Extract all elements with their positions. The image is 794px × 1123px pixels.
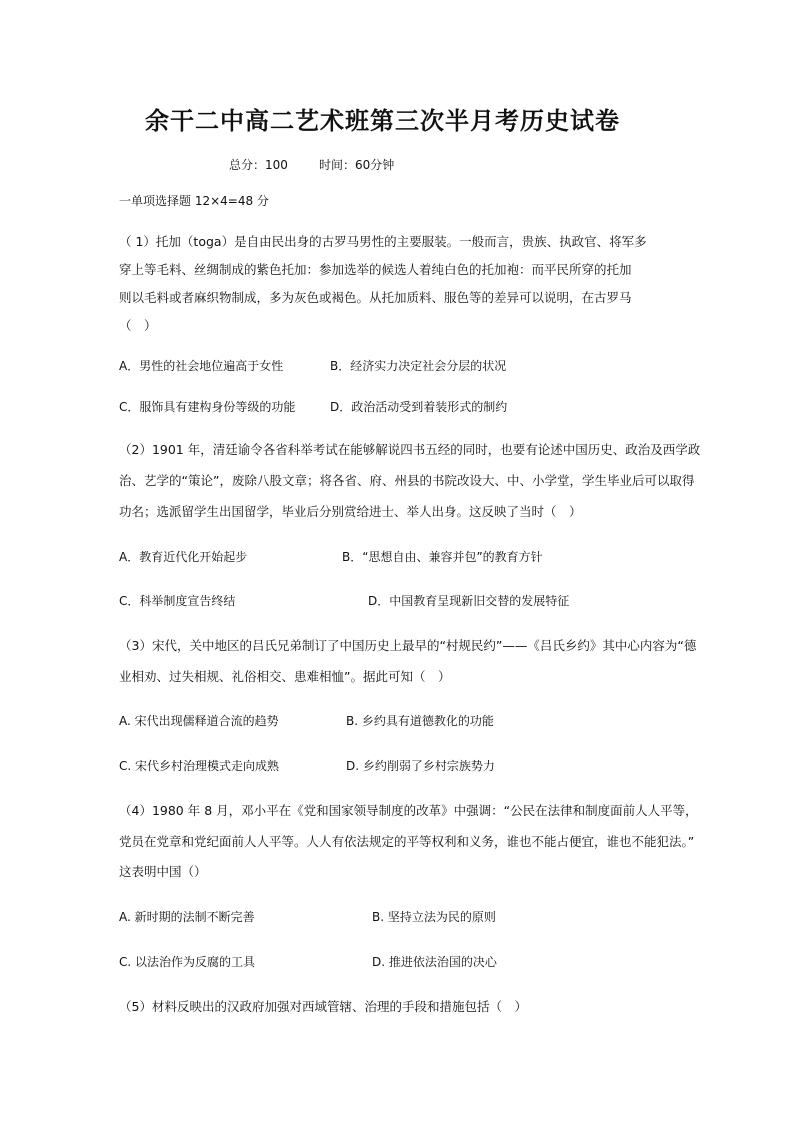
question-3-option-b: B. 乡约具有道德教化的功能 bbox=[346, 714, 494, 728]
question-1-option-a: A．男性的社会地位遍高于女性 bbox=[119, 359, 284, 373]
question-1-line: 则以毛料或者麻织物制成，多为灰色或褐色。从托加质料、服色等的差异可以说明，在古罗马 bbox=[119, 290, 632, 305]
question-2-option-a: A．教育近代化开始起步 bbox=[119, 550, 248, 564]
question-3-option-d: D. 乡约削弱了乡村宗族势力 bbox=[346, 759, 495, 773]
question-3-line: 业相劝、过失相规、礼俗相交、患难相恤”。据此可知（ ） bbox=[119, 669, 451, 684]
question-2-line: （2）1901 年，清廷谕令各省科举考试在能够解说四书五经的同时，也要有论述中国历史、政治及西学政 bbox=[119, 442, 701, 457]
question-5-line: （5）材料反映出的汉政府加强对西域管辖、治理的手段和措施包括（ ） bbox=[119, 999, 527, 1014]
question-2-option-c: C．科举制度宣告终结 bbox=[119, 594, 236, 608]
time-limit: 时间：60分钟 bbox=[319, 158, 395, 172]
question-2-line: 功名；选派留学生出国留学，毕业后分别赏给进士、举人出身。这反映了当时（ ） bbox=[119, 504, 582, 519]
question-3-option-c: C. 宋代乡村治理模式走向成熟 bbox=[119, 759, 280, 773]
question-4-option-d: D. 推进依法治国的决心 bbox=[372, 955, 497, 969]
question-4-line: 党员在党章和党纪面前人人平等。人人有依法规定的平等权利和义务，谁也不能占便宜，谁也不能犯法。” bbox=[119, 834, 695, 849]
question-4-line: （4）1980 年 8 月，邓小平在《党和国家领导制度的改革》中强调：“公民在法律和制度面前人人平等， bbox=[119, 803, 698, 818]
question-4-option-c: C. 以法治作为反腐的工具 bbox=[119, 955, 256, 969]
question-4-option-a: A. 新时期的法制不断完善 bbox=[119, 910, 255, 924]
total-score: 总分：100 bbox=[229, 158, 288, 172]
exam-title: 余干二中高二艺术班第三次半月考历史试卷 bbox=[145, 106, 620, 135]
question-2-option-b: B．“思想自由、兼容并包”的教育方针 bbox=[342, 550, 543, 564]
question-1-option-b: B．经济实力决定社会分层的状况 bbox=[330, 359, 507, 373]
question-1-line: （ 1）托加（toga）是自由民出身的古罗马男性的主要服装。一般而言，贵族、执政官、将军多 bbox=[119, 234, 647, 249]
question-1-line: 穿上等毛料、丝绸制成的紫色托加：参加选举的候选人着纯白色的托加袍：而平民所穿的托加 bbox=[119, 262, 632, 277]
question-4-line: 这表明中国（） bbox=[119, 864, 207, 879]
question-1-line: （ ） bbox=[119, 318, 157, 333]
question-3-line: （3）宋代，关中地区的吕氏兄弟制订了中国历史上最早的“村规民约”——《吕氏乡约》其中心内容为“德 bbox=[119, 638, 697, 653]
question-1-option-d: D．政治活动受到着装形式的制约 bbox=[330, 400, 508, 414]
question-2-line: 治、艺学的“策论”，废除八股文章；将各省、府、州县的书院改设大、中、小学堂，学生毕业后可以取得 bbox=[119, 473, 695, 488]
question-1-option-c: C．服饰具有建构身份等级的功能 bbox=[119, 400, 296, 414]
question-3-option-a: A. 宋代出现儒释道合流的趋势 bbox=[119, 714, 279, 728]
section-heading: 一单项选择题 12×4=48 分 bbox=[119, 194, 269, 208]
question-2-option-d: D．中国教育呈现新旧交替的发展特征 bbox=[368, 594, 570, 608]
question-4-option-b: B. 坚持立法为民的原则 bbox=[372, 910, 496, 924]
